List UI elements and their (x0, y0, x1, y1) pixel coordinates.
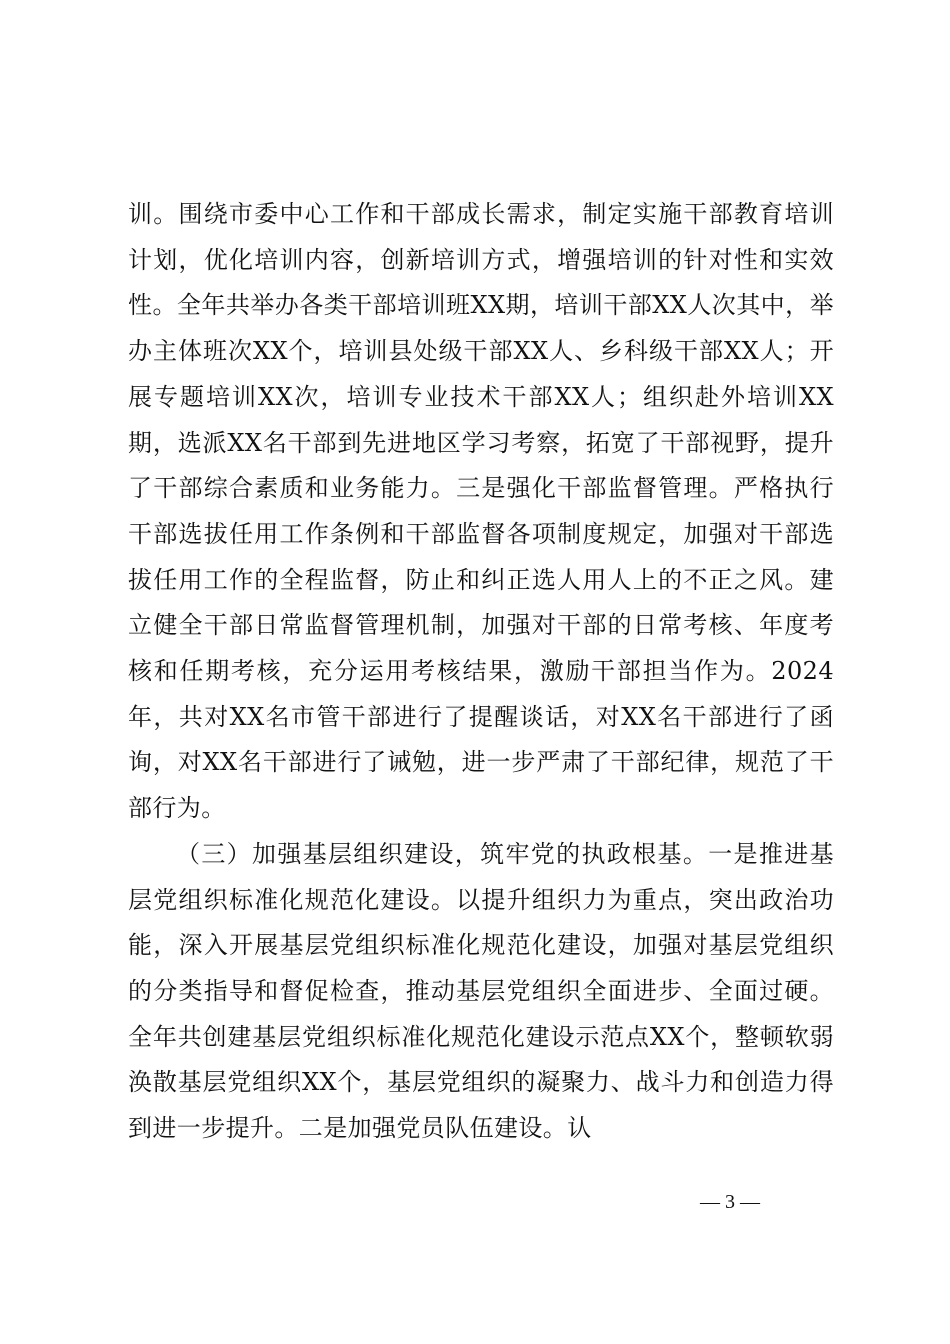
paragraph-grassroots-organization: （三）加强基层组织建设，筑牢党的执政根基。一是推进基层党组织标准化规范化建设。以提升组织力为重点，突出政治功能，深入开展基层党组织标准化规范化建设，加强对基层党组织的分类指导和督促检查，推动基层党组织全面进步、全面过硬。全年共创建基层党组织标准化规范化建设示范点XX个，整顿软弱涣散基层党组织XX个，基层党组织的凝聚力、战斗力和创造力得到进一步提升。二是加强党员队伍建设。认 (128, 839, 834, 1143)
body-text (128, 192, 834, 1152)
page-number: — 3 — (700, 1191, 760, 1213)
paragraph-cadre-training-supervision: 训。围绕市委中心工作和干部成长需求，制定实施干部教育培训计划，优化培训内容，创新培训方式，增强培训的针对性和实效性。全年共举办各类干部培训班XX期，培训干部XX人次其中，举办主体班次XX个，培训县处级干部XX人、乡科级干部XX人；开展专题培训XX次，培训专业技术干部XX人；组织赴外培训XX期，选派XX名干部到先进地区学习考察，拓宽了干部视野，提升了干部综合素质和业务能力。三是强化干部监督管理。严格执行干部选拔任用工作条例和干部监督各项制度规定，加强对干部选拔任用工作的全程监督，防止和纠正选人用人上的不正之风。建立健全干部日常监督管理机制，加强对干部的日常考核、年度考核和任期考核，充分运用考核结果，激励干部担当作为。2024年，共对XX名市管干部进行了提醒谈话，对XX名干部进行了函询，对XX名干部进行了诫勉，进一步严肃了干部纪律，规范了干部行为。 (128, 200, 834, 823)
